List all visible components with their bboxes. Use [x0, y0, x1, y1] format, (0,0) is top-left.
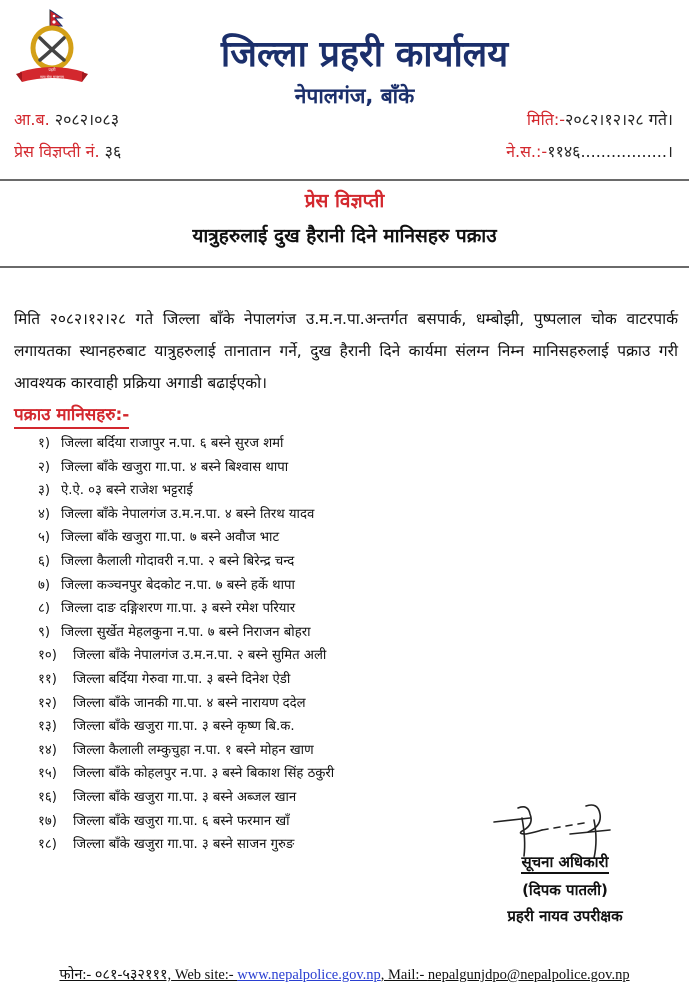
press-release-heading: प्रेस विज्ञप्ती — [304, 190, 385, 212]
list-item — [0, 479, 460, 503]
item-number: ५) — [38, 530, 51, 546]
item-number: ११) — [38, 671, 57, 687]
item-text: जिल्ला बर्दिया राजापुर न.पा. ६ बस्ने सुरज शर्मा — [61, 436, 284, 451]
signatory-title-text: सूचना अधिकारी — [521, 853, 608, 874]
item-text: ऐ.ऐ. ०३ बस्ने राजेश भट्टराई — [61, 483, 193, 499]
item-text: जिल्ला बर्दिया गेरुवा गा.पा. ३ बस्ने दिनेश ऐडी — [73, 671, 291, 687]
item-text: जिल्ला सुर्खेत मेहलकुना न.पा. ७ बस्ने निराजन बोहरा — [61, 624, 311, 640]
list-item — [0, 550, 460, 574]
item-number: ७) — [38, 577, 51, 593]
item-text: जिल्ला बाँके कोहलपुर न.पा. ३ बस्ने बिकाश सिंह ठकुरी — [73, 766, 335, 782]
list-item — [0, 810, 460, 834]
item-text: जिल्ला बाँके नेपालगंज उ.म.न.पा. ४ बस्ने तिरथ यादव — [61, 506, 315, 522]
list-item — [0, 526, 460, 550]
website-link[interactable]: www.nepalpolice.gov.np — [237, 967, 381, 983]
divider-top — [0, 179, 689, 181]
item-number: १८) — [38, 837, 57, 853]
list-item — [0, 432, 460, 456]
item-number: ९) — [38, 624, 51, 640]
item-number: १३) — [38, 719, 57, 735]
issue-date — [527, 108, 673, 130]
footer-mail-label: , Mail:- — [380, 967, 428, 983]
list-item — [0, 692, 460, 716]
item-number: १४) — [38, 742, 57, 758]
item-number: १२) — [38, 695, 57, 711]
fiscal-year-value: २०८२।०८३ — [54, 110, 120, 129]
signatory-title — [470, 852, 660, 872]
divider-bottom — [0, 266, 689, 268]
contact-footer — [0, 964, 689, 984]
item-number: १५) — [38, 766, 57, 782]
email-link[interactable]: nepalgunjdpo@nepalpolice.gov.np — [427, 967, 630, 983]
list-item — [0, 503, 460, 527]
item-text: जिल्ला बाँके नेपालगंज उ.म.न.पा. २ बस्ने सुमित अली — [73, 648, 327, 664]
item-text: जिल्ला बाँके खजुरा गा.पा. ३ बस्ने अब्जल खान — [73, 789, 297, 805]
ref-label: ने.स.:- — [506, 142, 548, 161]
office-title: जिल्ला प्रहरी कार्यालय — [220, 34, 509, 75]
item-text: जिल्ला कञ्चनपुर बेदकोट न.पा. ७ बस्ने हर्के थापा — [61, 577, 295, 593]
release-body: मिति २०८२।१२।२८ गते जिल्ला बाँके नेपालगंज उ.म.न.पा.अन्तर्गत बसपार्क, धम्बोझी, पुष्पलाल चोक वाटरपार्क लगायतका स्थानहरुबाट यात्रुहरुलाई तानातान गर्ने, दुख हैरानी दिने कार्यमा संलग्न निम्न मानिसहरुलाई पक्राउ गरी आवश्यक कारवाही प्रक्रिया अगाडी बढाईएको। — [14, 310, 678, 392]
dispatch-number — [506, 140, 673, 162]
footer-website-label: Web site:- — [171, 967, 238, 983]
item-text: जिल्ला दाङ दङ्गिशरण गा.पा. ३ बस्ने रमेश परियार — [61, 601, 296, 617]
item-number: ४) — [38, 506, 51, 522]
release-subject: यात्रुहरुलाई दुख हैरानी दिने मानिसहरु पक्राउ — [192, 225, 497, 247]
list-item — [0, 574, 460, 598]
item-number: १७) — [38, 813, 57, 829]
press-no-label: प्रेस विज्ञप्ती नं. — [14, 142, 100, 161]
signatory-name: (दिपक पातली) — [522, 881, 608, 899]
list-item — [0, 621, 460, 645]
arrested-list — [0, 432, 460, 857]
list-item — [0, 668, 460, 692]
list-item — [0, 786, 460, 810]
logo-ribbon-text-1: प्रहरी — [48, 67, 56, 72]
item-text: जिल्ला बाँके खजुरा गा.पा. ३ बस्ने कृष्ण बि.क. — [73, 719, 295, 735]
item-number: १६) — [38, 789, 57, 805]
item-text: जिल्ला कैलाली लम्कुचुहा न.पा. १ बस्ने मोहन खाण — [73, 742, 314, 758]
list-item — [0, 644, 460, 668]
fiscal-year-label: आ.ब. — [14, 110, 50, 129]
item-text: जिल्ला कैलाली गोदावरी न.पा. २ बस्ने बिरेन्द्र चन्द — [61, 553, 295, 569]
press-no-value: ३६ — [104, 142, 122, 161]
list-item — [0, 762, 460, 786]
item-text: जिल्ला बाँके खजुरा गा.पा. ३ बस्ने साजन गुरुङ — [73, 837, 295, 853]
date-label: मिति:- — [526, 110, 566, 129]
item-text: जिल्ला बाँके जानकी गा.पा. ४ बस्ने नारायण ददेल — [73, 695, 306, 711]
date-value: २०८२।१२।२८ गते। — [565, 110, 673, 129]
press-release-number — [14, 140, 121, 162]
item-number: ३) — [38, 483, 51, 499]
item-number: ६) — [38, 553, 51, 569]
footer-phone: फोन:- ०८१-५३२१११, — [59, 967, 172, 983]
item-number: १०) — [38, 648, 57, 664]
list-item — [0, 456, 460, 480]
item-number: २) — [38, 459, 51, 475]
list-item — [0, 833, 460, 857]
item-number: ८) — [38, 601, 51, 617]
list-item — [0, 715, 460, 739]
list-item — [0, 597, 460, 621]
arrested-list-heading: पक्राउ मानिसहरु:- — [14, 404, 129, 429]
fiscal-year — [14, 108, 119, 130]
list-item — [0, 739, 460, 763]
ref-value: ११४६.................। — [547, 142, 673, 161]
item-text: जिल्ला बाँके खजुरा गा.पा. ४ बस्ने बिश्वास थापा — [61, 459, 289, 475]
item-text: जिल्ला बाँके खजुरा गा.पा. ६ बस्ने फरमान खाँ — [73, 813, 290, 829]
item-text: जिल्ला बाँके खजुरा गा.पा. ७ बस्ने अवौज भाट — [61, 530, 280, 546]
handwritten-signature — [490, 800, 620, 858]
signatory-rank: प्रहरी नायव उपरीक्षक — [507, 907, 623, 925]
office-location: नेपालगंज, बाँके — [294, 84, 415, 108]
logo-ribbon-text-2: सत्य सेवा सुरक्षणम् — [40, 75, 64, 79]
item-number: १) — [38, 436, 51, 451]
